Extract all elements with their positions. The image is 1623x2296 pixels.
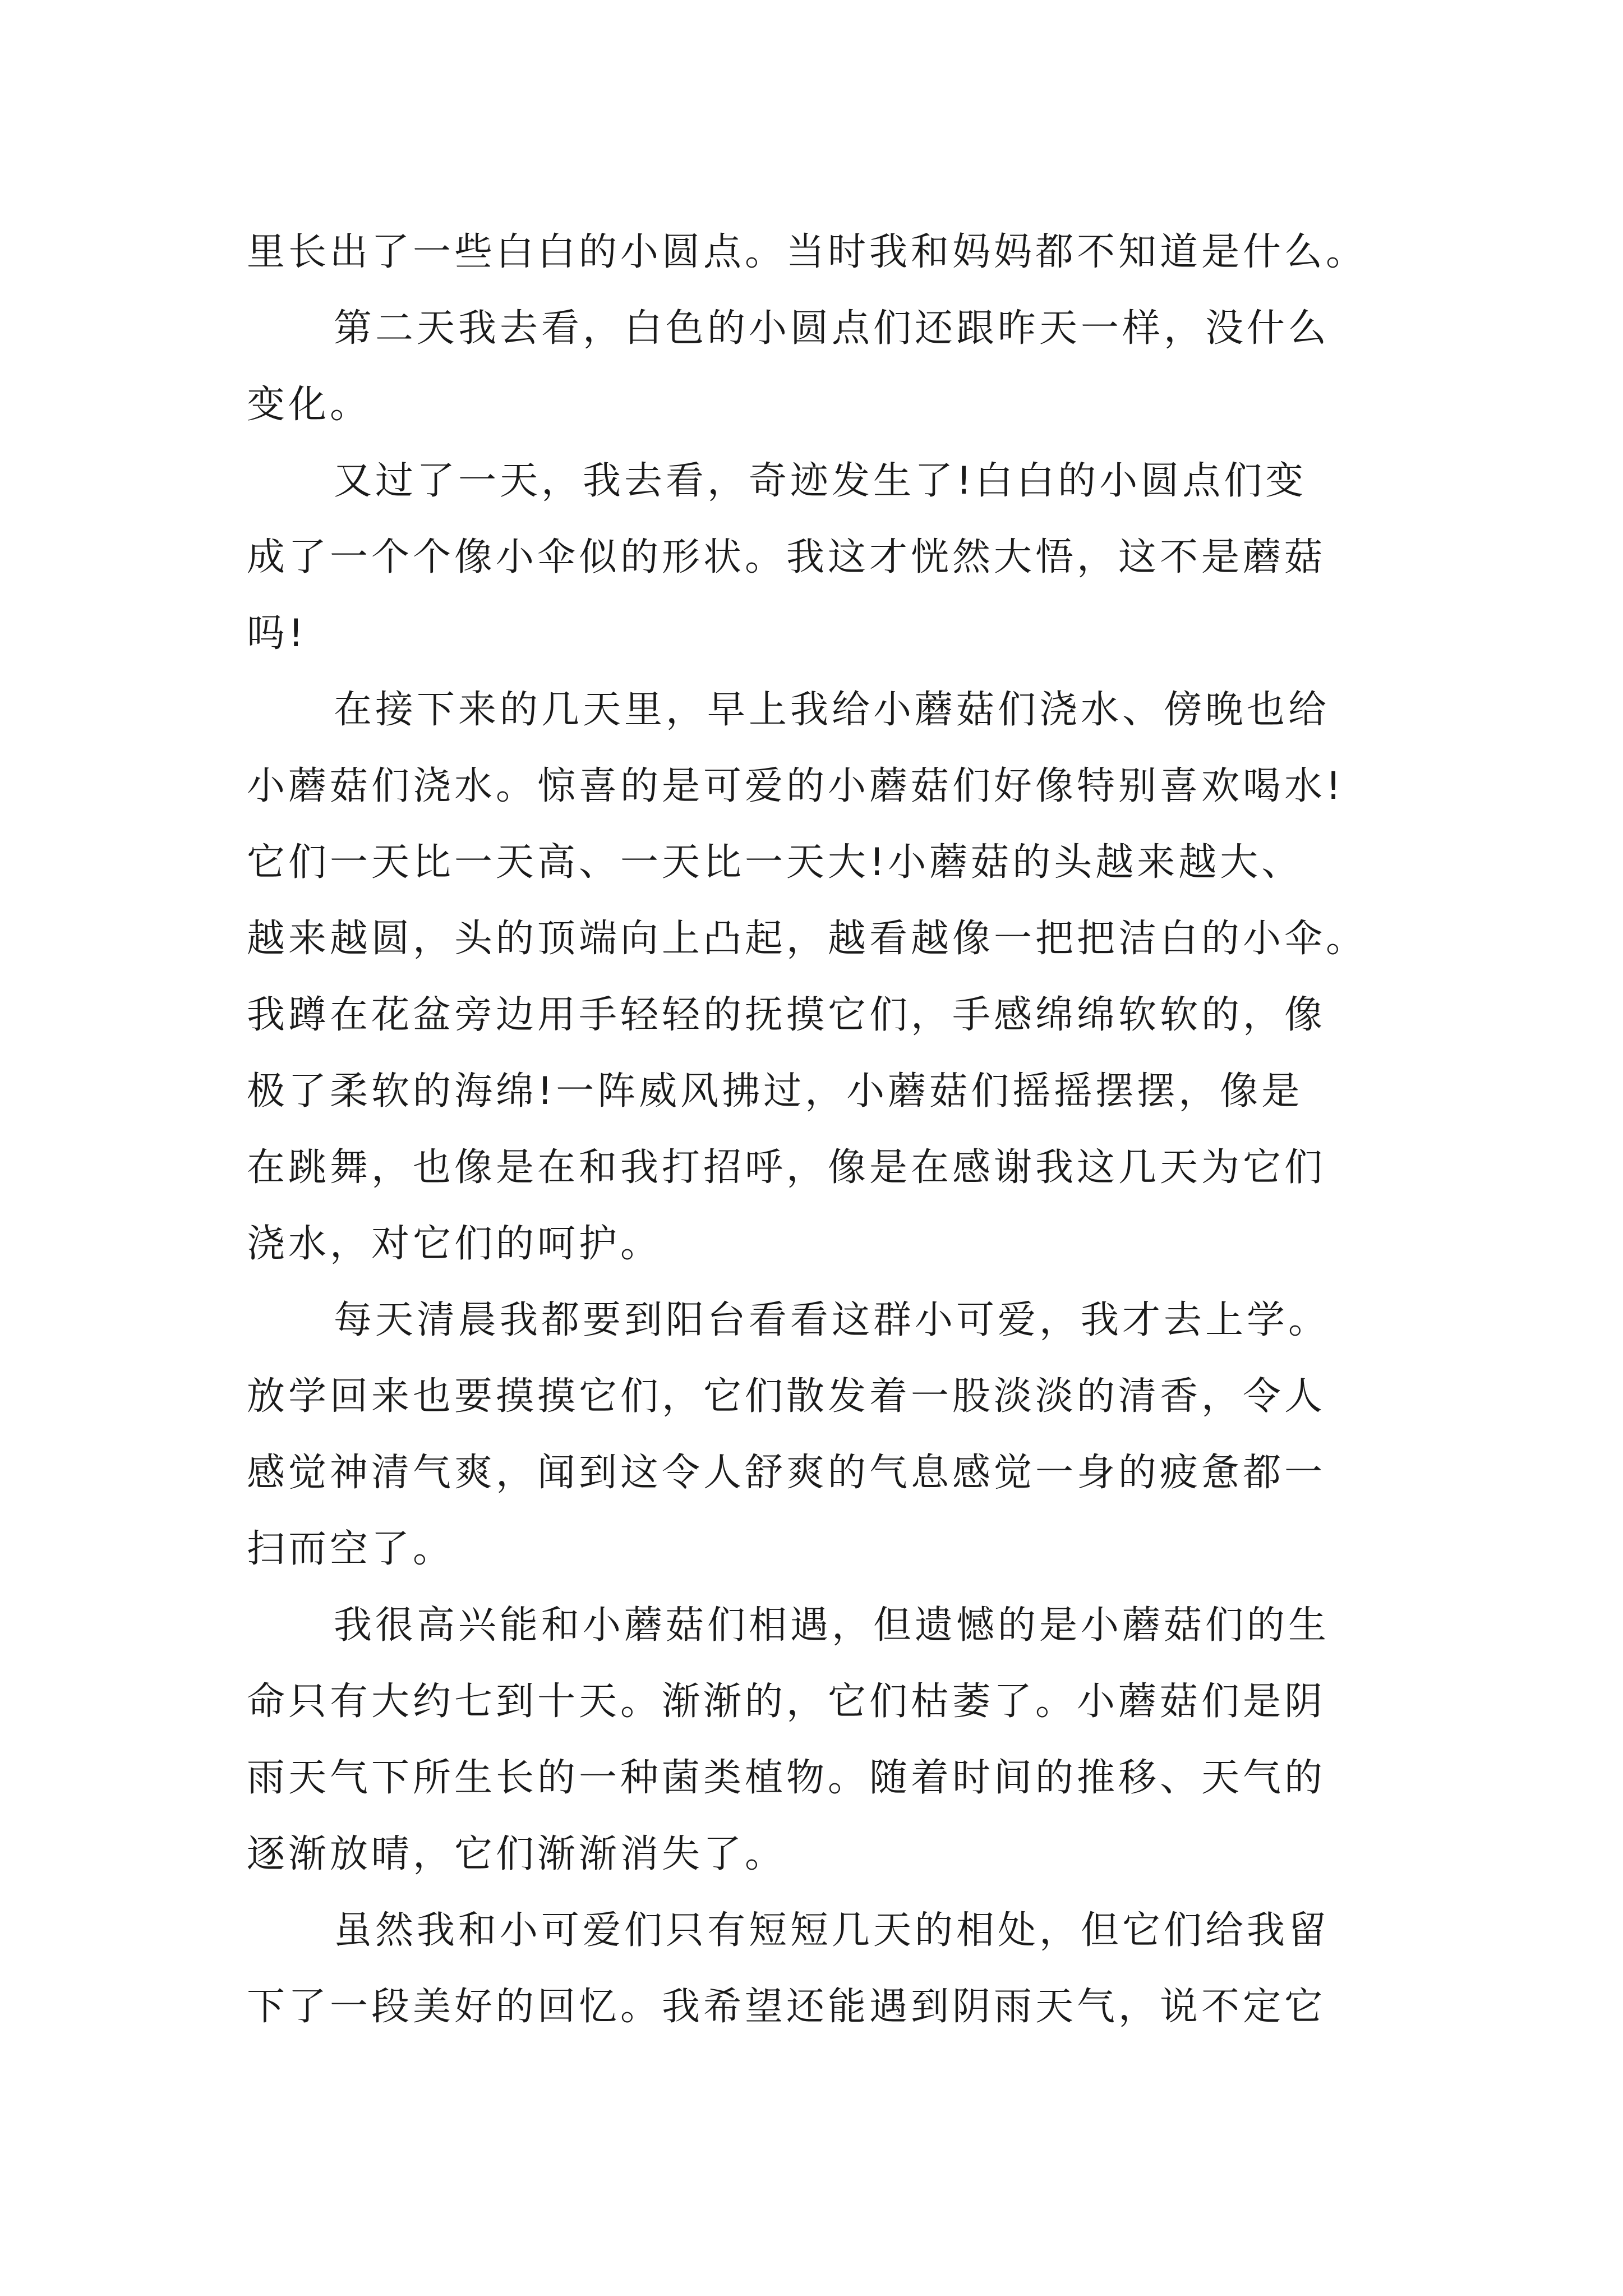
text-line: 感觉神清气爽，闻到这令人舒爽的气息感觉一身的疲惫都一 bbox=[247, 1451, 1326, 1495]
text-line: 越来越圆，头的顶端向上凸起，越看越像一把把洁白的小伞。 bbox=[247, 917, 1368, 961]
text-line: 又过了一天，我去看，奇迹发生了!白白的小圆点们变 bbox=[334, 459, 1307, 503]
text-line: 里长出了一些白白的小圆点。当时我和妈妈都不知道是什么。 bbox=[247, 230, 1368, 274]
text-line: 浇水，对它们的呵护。 bbox=[247, 1222, 662, 1266]
text-line: 命只有大约七到十天。渐渐的，它们枯萎了。小蘑菇们是阴 bbox=[247, 1680, 1326, 1724]
text-line: 变化。 bbox=[247, 383, 372, 427]
text-line: 雨天气下所生长的一种菌类植物。随着时间的推移、天气的 bbox=[247, 1756, 1326, 1800]
text-line: 放学回来也要摸摸它们，它们散发着一股淡淡的清香，令人 bbox=[247, 1374, 1326, 1419]
text-line: 成了一个个像小伞似的形状。我这才恍然大悟，这不是蘑菇 bbox=[247, 535, 1326, 579]
text-line: 下了一段美好的回忆。我希望还能遇到阴雨天气，说不定它 bbox=[247, 1985, 1326, 2029]
text-line: 吗! bbox=[247, 611, 307, 656]
text-line: 虽然我和小可爱们只有短短几天的相处，但它们给我留 bbox=[334, 1908, 1330, 1953]
text-line: 扫而空了。 bbox=[247, 1527, 455, 1571]
text-line: 小蘑菇们浇水。惊喜的是可爱的小蘑菇们好像特别喜欢喝水! bbox=[247, 764, 1345, 808]
text-line: 极了柔软的海绵!一阵威风拂过，小蘑菇们摇摇摆摆，像是 bbox=[247, 1069, 1303, 1114]
text-line: 在跳舞，也像是在和我打招呼，像是在感谢我这几天为它们 bbox=[247, 1145, 1326, 1190]
text-line: 它们一天比一天高、一天比一天大!小蘑菇的头越来越大、 bbox=[247, 840, 1303, 885]
text-line: 每天清晨我都要到阳台看看这群小可爱，我才去上学。 bbox=[334, 1298, 1330, 1342]
text-line: 第二天我去看，白色的小圆点们还跟昨天一样，没什么 bbox=[334, 306, 1330, 351]
text-line: 我蹲在花盆旁边用手轻轻的抚摸它们，手感绵绵软软的，像 bbox=[247, 993, 1326, 1037]
text-line: 我很高兴能和小蘑菇们相遇，但遗憾的是小蘑菇们的生 bbox=[334, 1603, 1330, 1648]
text-line: 在接下来的几天里，早上我给小蘑菇们浇水、傍晚也给 bbox=[334, 688, 1330, 732]
essay-body bbox=[247, 214, 1436, 2045]
text-line: 逐渐放晴，它们渐渐消失了。 bbox=[247, 1832, 787, 1876]
